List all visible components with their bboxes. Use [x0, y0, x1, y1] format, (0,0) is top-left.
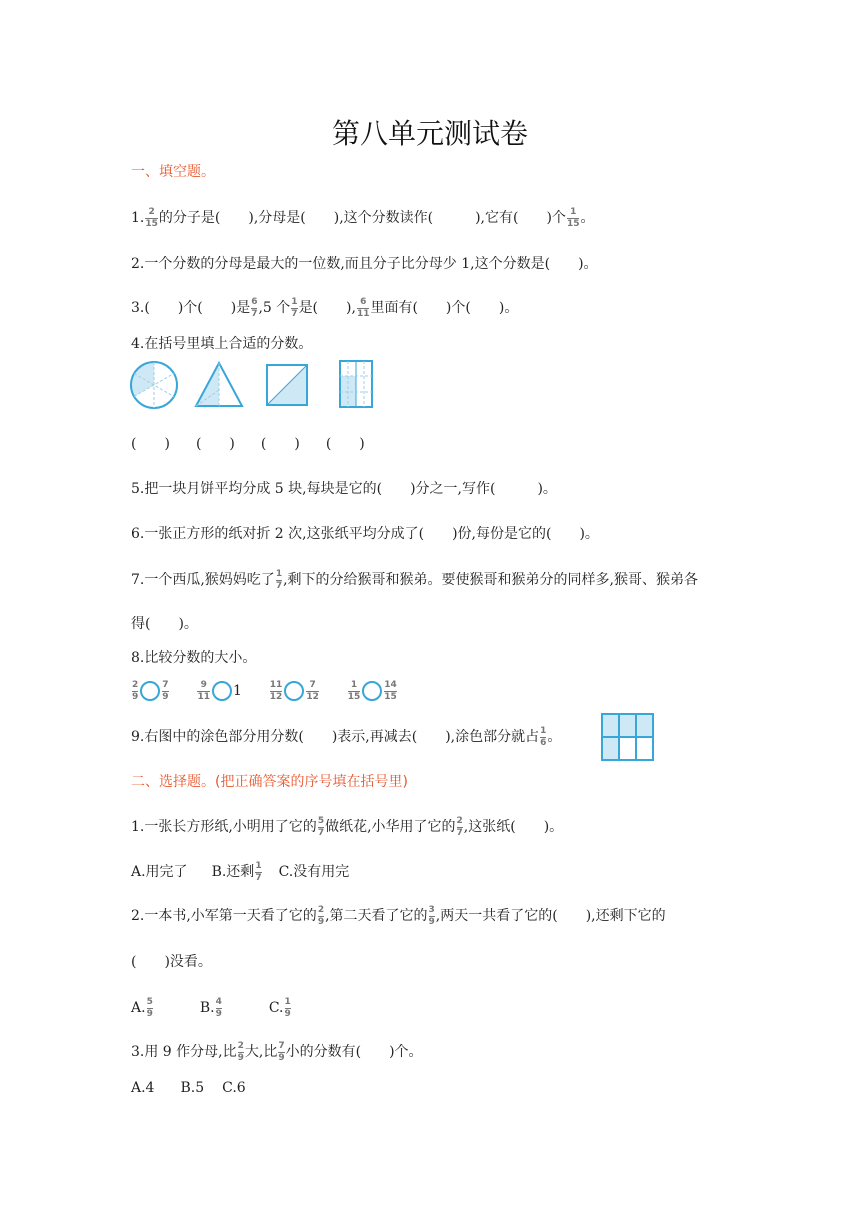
compare-row: $\frac{2}{9}$ $\frac{7}{9}$ $\frac{9}{11}$ 1 $\frac{11}{12}$ $\frac{7}{12}$ $\frac{1}{15}$ $\frac{14}{15}$ — [132, 679, 397, 702]
choice-options-2: A. $\frac{5}{9}$ B. $\frac{4}{9}$ C. $\frac{1}{9}$ — [131, 996, 291, 1019]
compare-circle[interactable] — [140, 681, 160, 701]
figure-answers — [131, 432, 365, 456]
question-6: 6.一张正方形的纸对折 2 次,这张纸平均分成了( )份,每份是它的( )。 — [131, 526, 599, 542]
page-title: 第八单元测试卷 — [331, 117, 528, 150]
option-c: C.6 — [222, 1080, 246, 1096]
option-a: A. — [131, 1000, 146, 1016]
question-2: 2.一个分数的分母是最大的一位数,而且分子比分母少 1,这个分数是( )。 — [131, 256, 598, 272]
section-heading-choice: 二、选择题。(把正确答案的序号填在括号里) — [131, 774, 408, 790]
choice-options-1: A.用完了 B.还剩 $\frac{1}{7}$ C.没有用完 — [131, 860, 350, 883]
option-a: A.用完了 — [131, 864, 188, 880]
fraction: $\frac{1}{7}$ — [291, 296, 298, 319]
question-3: 3.( )个( )是 $\frac{6}{7}$ ,5 个 $\frac{1}{7}$ 是( ), $\frac{6}{11}$ 里面有( )个( )。 — [131, 296, 519, 319]
answer-blank: ( ) — [260, 436, 300, 452]
choice-question-2: 2.一本书,小军第一天看了它的 $\frac{2}{9}$ ,第二天看了它的 $\frac{3}{9}$ ,两天一共看了它的( ),还剩下它的 — [131, 904, 666, 927]
answer-blank: ( ) — [131, 436, 170, 452]
fraction: $\frac{5}{7}$ — [317, 815, 325, 838]
question-1: 1. $\frac{2}{15}$ 的分子是( ),分母是( ),这个分数读作( ),它有( )个 $\frac{1}{15}$ 。 — [131, 206, 595, 229]
option-b: B.还剩 — [211, 864, 255, 880]
fraction: $\frac{6}{11}$ — [356, 296, 370, 319]
fraction: $\frac{2}{7}$ — [456, 815, 463, 838]
answer-blank: ( ) — [195, 436, 235, 452]
grid-figure — [600, 712, 656, 762]
fraction: $\frac{3}{9}$ — [428, 904, 435, 927]
triangle-figure — [193, 360, 245, 410]
option-c: C. — [268, 1000, 284, 1016]
square-figure — [264, 362, 310, 408]
fraction: $\frac{1}{6}$ — [540, 725, 547, 748]
compare-circle[interactable] — [362, 681, 382, 701]
question-4: 4.在括号里填上合适的分数。 — [131, 336, 313, 352]
answer-blank: ( ) — [325, 436, 365, 452]
fraction: $\frac{1}{7}$ — [275, 568, 283, 591]
compare-circle[interactable] — [284, 681, 304, 701]
circle-figure — [128, 360, 180, 410]
option-b: B. — [199, 1000, 215, 1016]
question-7: 7.一个西瓜,猴妈妈吃了 $\frac{1}{7}$ ,剩下的分给猴哥和猴弟。要使猴哥和猴弟分的同样多,猴哥、猴弟各 — [131, 568, 698, 591]
fraction: $\frac{1}{15}$ — [566, 206, 580, 229]
choice-options-3 — [131, 1076, 246, 1100]
question-9: 9.右图中的涂色部分用分数( )表示,再减去( ),涂色部分就占 $\frac{1}{6}$ 。 — [131, 725, 562, 748]
question-5: 5.把一块月饼平均分成 5 块,每块是它的( )分之一,写作( )。 — [131, 481, 557, 497]
rectangle-figure — [337, 358, 375, 410]
choice-question-3: 3.用 9 作分母,比 $\frac{2}{9}$ 大,比 $\frac{7}{9}$ 小的分数有( )个。 — [131, 1040, 423, 1063]
fraction: $\frac{6}{7}$ — [251, 296, 258, 319]
choice-question-2-cont: ( )没看。 — [131, 954, 212, 970]
question-8: 8.比较分数的大小。 — [131, 650, 257, 666]
fraction: $\frac{2}{9}$ — [317, 904, 325, 927]
choice-question-1: 1.一张长方形纸,小明用了它的 $\frac{5}{7}$ 做纸花,小华用了它的 $\frac{2}{7}$ ,这张纸( )。 — [131, 815, 564, 838]
option-c: C.没有用完 — [278, 864, 350, 880]
option-b: B.5 — [180, 1080, 205, 1096]
fraction: $\frac{2}{9}$ — [237, 1040, 244, 1063]
question-7-cont: 得( )。 — [131, 616, 198, 632]
compare-circle[interactable] — [212, 681, 232, 701]
section-heading-fill: 一、填空题。 — [131, 164, 215, 180]
option-a: A.4 — [131, 1080, 155, 1096]
fraction: $\frac{2}{15}$ — [145, 206, 158, 229]
fraction: $\frac{7}{9}$ — [278, 1040, 285, 1063]
